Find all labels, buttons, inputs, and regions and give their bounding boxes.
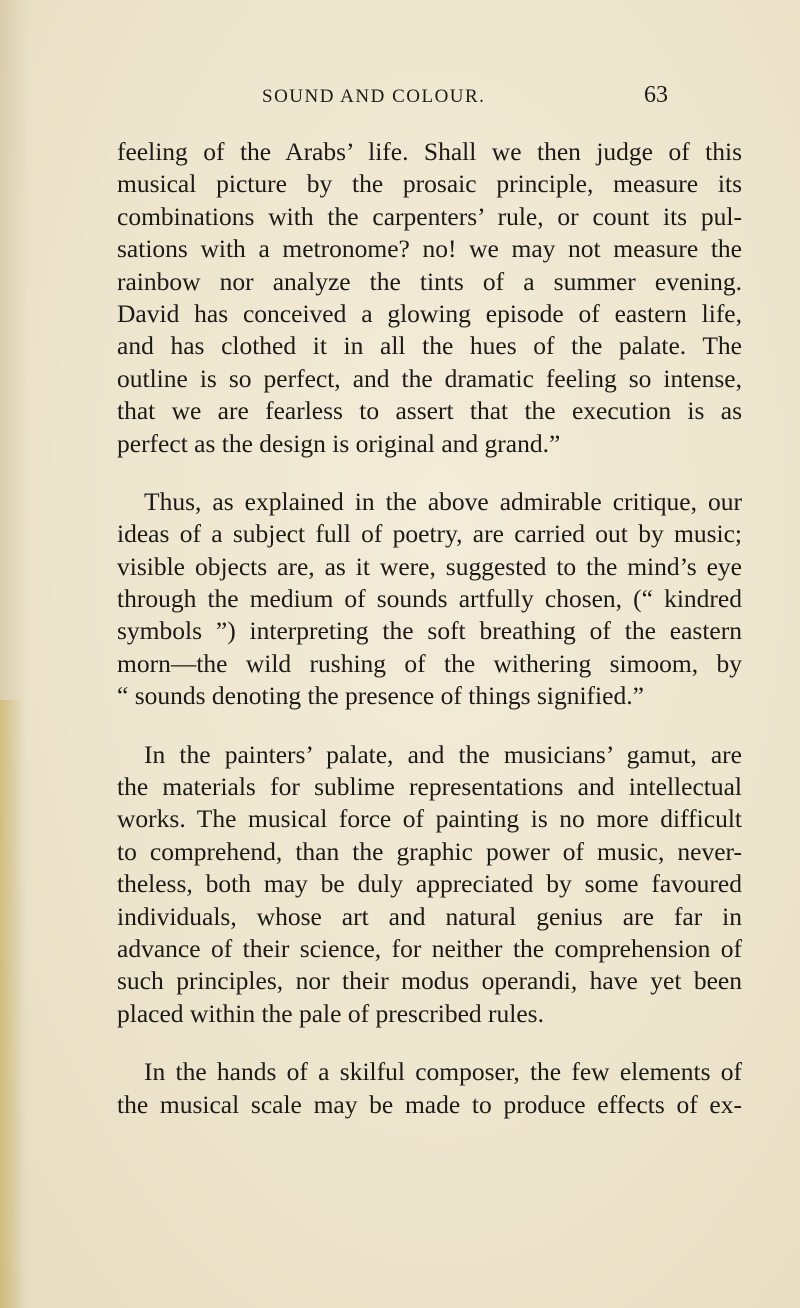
text-line: works. The musical force of painting is no more difficult: [117, 804, 742, 834]
text-line: morn—the wild rushing of the withering simoom, by: [117, 648, 742, 678]
page-header: [0, 82, 800, 112]
text-line: and has clothed it in all the hues of the palate. The: [117, 331, 742, 361]
paragraph-4: [117, 1056, 742, 1121]
text-line: “ sounds denoting the presence of things signified.”: [117, 681, 644, 711]
text-line: Thus, as explained in the above admirable critique, our: [144, 486, 742, 516]
paragraph-spacer: [117, 460, 742, 486]
text-line: symbols ”) interpreting the soft breathing of the eastern: [117, 616, 742, 646]
page-number: 63: [644, 82, 668, 108]
text-line: through the medium of sounds artfully chosen, (“ kindred: [117, 584, 742, 614]
text-line: to comprehend, than the graphic power of music, never-: [117, 836, 742, 866]
paragraph-spacer: [117, 713, 742, 739]
text-line: the materials for sublime representations and intellectual: [117, 772, 742, 802]
text-line: feeling of the Arabs’ life. Shall we then judge of this: [117, 137, 742, 166]
text-line: David has conceived a glowing episode of eastern life,: [117, 298, 742, 328]
page-edge-stain: [0, 700, 24, 1308]
text-line: In the hands of a skilful composer, the few elements of: [144, 1057, 742, 1087]
text-line: the musical scale may be made to produce effects of ex-: [117, 1089, 742, 1119]
text-line: visible objects are, as it were, suggested to the mind’s eye: [117, 551, 742, 581]
text-line: perfect as the design is original and grand.”: [117, 428, 561, 458]
text-line: individuals, whose art and natural genius are far in: [117, 901, 742, 931]
text-line: placed within the pale of prescribed rules.: [117, 998, 544, 1028]
paragraph-spacer: [117, 1030, 742, 1056]
text-line: In the painters’ palate, and the musicians’ gamut, are: [144, 739, 742, 769]
text-line: musical picture by the prosaic principle, measure its: [117, 169, 742, 199]
text-line: rainbow nor analyze the tints of a summer evening.: [117, 266, 742, 296]
paragraph-3: [117, 739, 742, 1031]
body-text: [117, 136, 742, 1121]
text-line: that we are fearless to assert that the execution is as: [117, 396, 742, 426]
text-line: theless, both may be duly appreciated by some favoured: [117, 869, 742, 899]
text-line: ideas of a subject full of poetry, are carried out by music;: [117, 519, 742, 549]
text-line: combinations with the carpenters’ rule, or count its pul-: [117, 201, 742, 231]
paragraph-1: [117, 136, 742, 460]
running-head: SOUND AND COLOUR.: [262, 86, 486, 107]
paragraph-2: [117, 486, 742, 713]
text-line: advance of their science, for neither the comprehension of: [117, 933, 742, 963]
text-line: sations with a metronome? no! we may not measure the: [117, 234, 742, 264]
text-line: such principles, nor their modus operandi, have yet been: [117, 966, 742, 996]
text-line: outline is so perfect, and the dramatic feeling so intense,: [117, 363, 742, 393]
